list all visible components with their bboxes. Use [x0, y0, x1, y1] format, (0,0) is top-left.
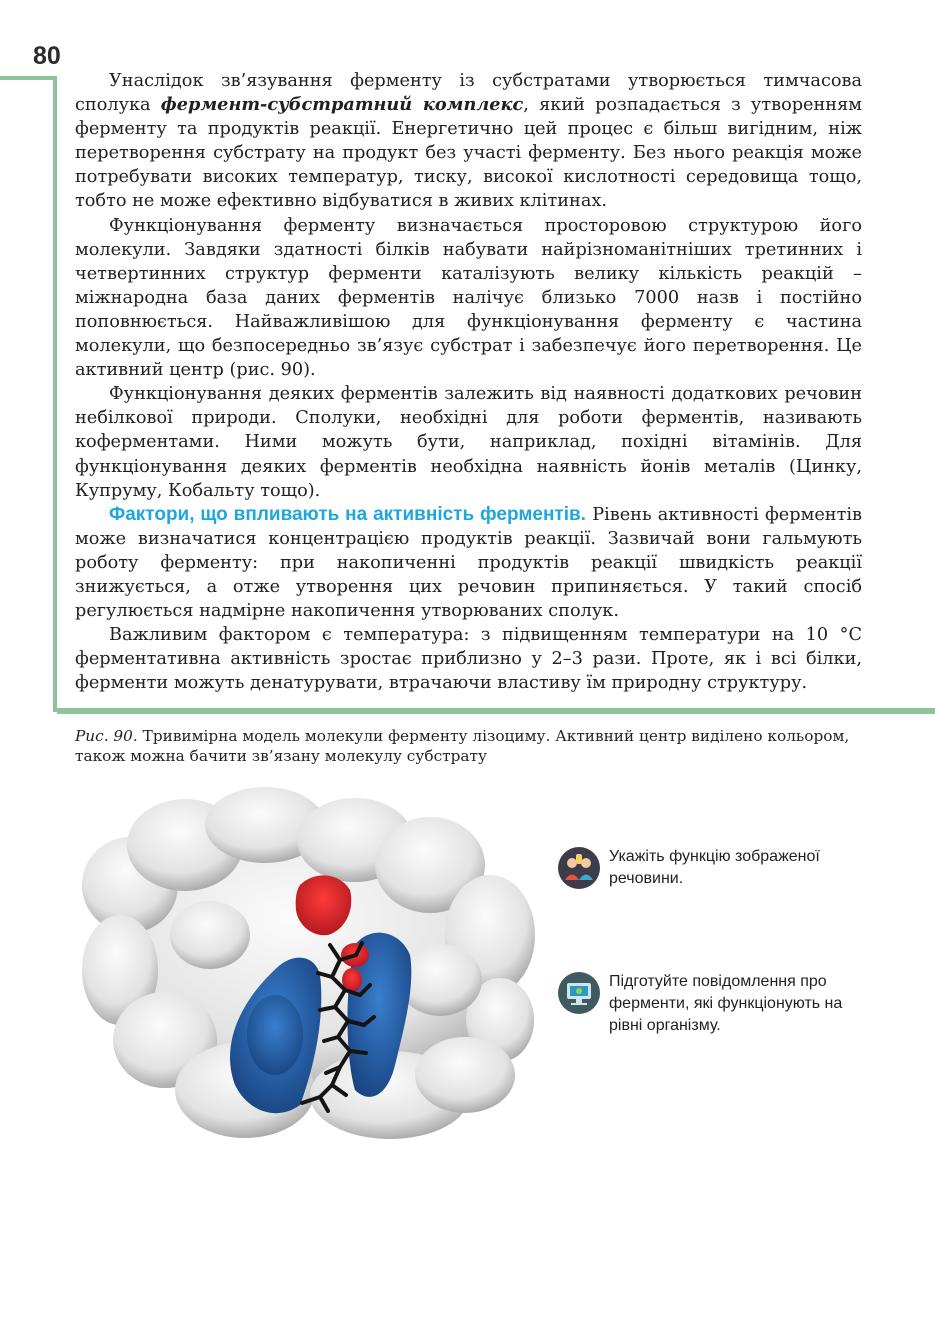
section-frame-bottom — [57, 708, 935, 714]
sidebar-task-2-text: Підготуйте повідомлення про ферменти, які функціонують на рівні організму. — [609, 973, 843, 1034]
students-icon — [557, 846, 601, 890]
figure-label: Рис. 90. — [75, 727, 138, 745]
figure-caption-text: Тривимірна модель молекули ферменту лізоциму. Активний центр виділено кольором, також можна бачити зв’язану молекулу субстрату — [75, 727, 850, 765]
paragraph-1-end: , який розпадається з утворенням ферменту та продуктів реакції. Енергетично цей процес є більш вигідним, ніж перетворення субстрату на продукт без участі ферменту. Без нього реакція може потребувати високих температур, тиску, високої кислотності середовища тощо, тобто не може ефективно відбуватися в живих клітинах. — [75, 95, 862, 212]
lysozyme-model-svg — [70, 785, 542, 1143]
paragraph-3: Функціонування деяких ферментів залежить від наявності додаткових речовин небілкової природи. Сполуки, необхідні для роботи ферментів, називають коферментами. Ними можуть бути, наприклад, похідні вітамінів. Для функціонування деяких ферментів необхідна наявність йонів металів (Цинку, Купруму, Кобальту тощо). — [75, 384, 862, 501]
paragraph-4 — [75, 503, 862, 623]
sidebar-task-2 — [557, 971, 877, 1037]
paragraph-2: Функціонування ферменту визначається просторовою структурою його молекули. Завдяки здатності білків набувати найрізноманітніших третинних і четвертинних структур ферменти каталізують велику кількість реакцій – міжнародна база даних ферментів налічує близько 7000 назв і постійно поповнюється. Найважливішою для функціонування ферменту є частина молекули, що безпосередньо зв’язує субстрат і забезпечує його перетворення. Це активний центр (рис. 90). — [75, 215, 862, 381]
figure-caption — [75, 726, 865, 766]
sidebar-task-1-text: Укажіть функцію зображеної речовини. — [609, 848, 820, 887]
sidebar-task-1 — [557, 846, 877, 890]
paragraph-5: Важливим фактором є температура: з підвищенням температури на 10 °C ферментативна активність зростає приблизно у 2–3 рази. Проте, як і всі білки, ферменти можуть денатурувати, втрачаючи властиву їм природну структуру. — [75, 625, 862, 694]
term-enzyme-substrate-complex: фермент-субстратний комплекс — [160, 94, 524, 116]
paragraph-4-text: Рівень активності ферментів може визначатися концентрацією продуктів реакції. Зазвичай вони гальмують роботу ферменту: при накопиченні продуктів реакції швидкість реакції знижується, а отже утворення цих речовин припиняється. У такий спосіб регулюється надмірне накопичення утворюваних сполук. — [75, 504, 862, 622]
paragraph-1 — [75, 69, 862, 214]
main-text — [75, 69, 862, 695]
lysozyme-model-image — [70, 785, 542, 1143]
section-heading: Фактори, що впливають на активність ферментів. — [109, 503, 586, 525]
section-frame-left — [0, 76, 57, 712]
page-number: 80 — [33, 42, 61, 70]
paragraph-1-start: Унаслідок зв’язування ферменту із субстратами утворюється тимчасова сполука — [75, 71, 862, 116]
computer-icon — [557, 971, 601, 1015]
